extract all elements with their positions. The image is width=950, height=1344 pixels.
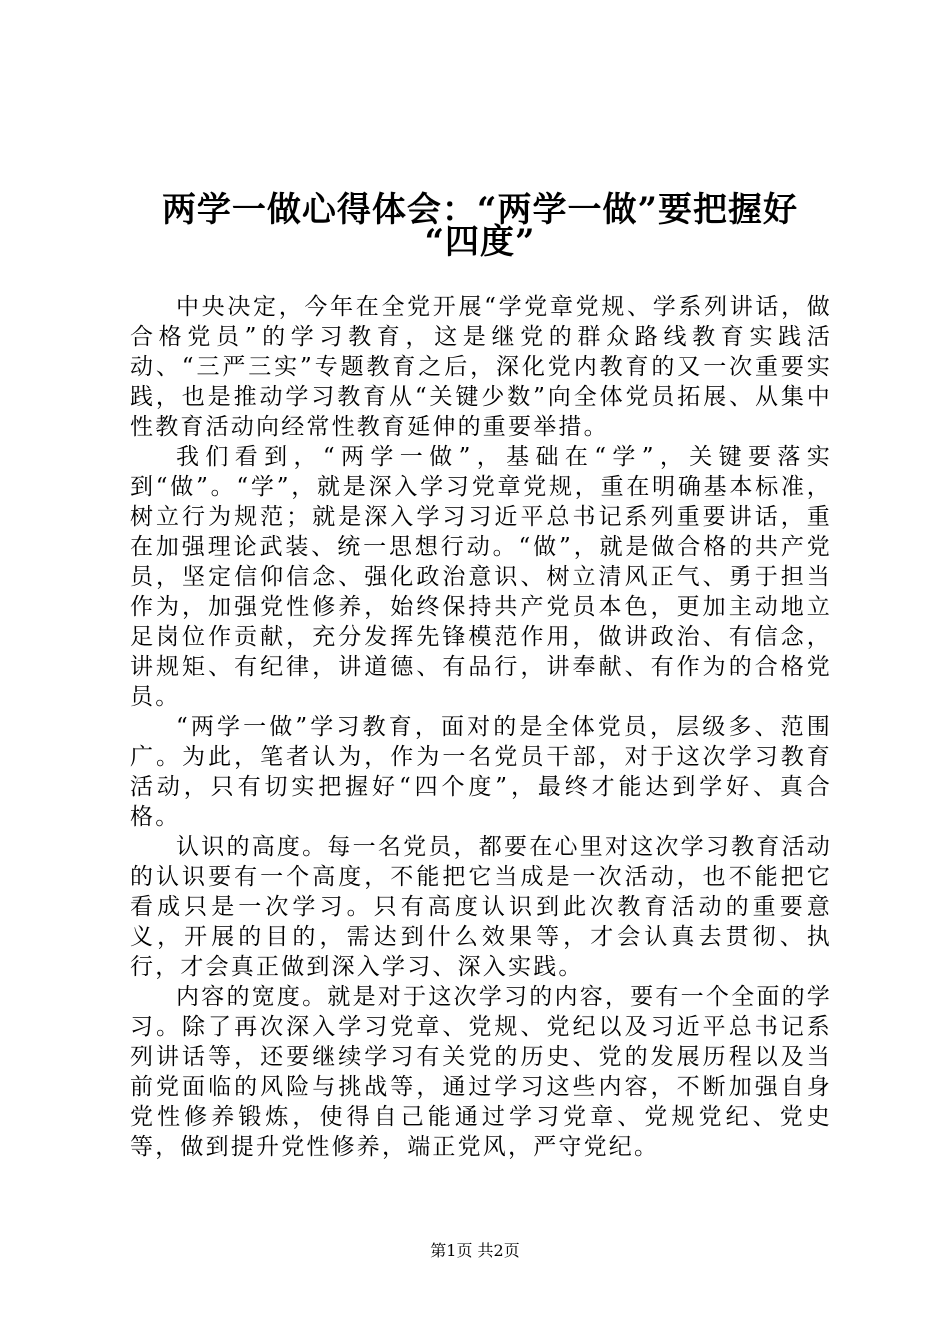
paragraph: 中央决定，今年在全党开展“学党章党规、学系列讲话，做合格党员”的学习教育，这是继党的群众路线教育实践活动、“三严三实”专题教育之后，深化党内教育的又一次重要实践，也是推动学习教育从“关键少数”向全体党员拓展、从集中性教育活动向经常性教育延伸的重要举措。 (130, 294, 832, 440)
document-body (130, 292, 832, 1162)
paragraph: 我们看到，“两学一做”，基础在“学”，关键要落实到“做”。“学”，就是深入学习党章党规，重在明确基本标准，树立行为规范；就是深入学习习近平总书记系列重要讲话，重在加强理论武装、统一思想行动。“做”，就是做合格的共产党员，坚定信仰信念、强化政治意识、树立清风正气、勇于担当作为，加强党性修养，始终保持共产党员本色，更加主动地立足岗位作贡献，充分发挥先锋模范作用，做讲政治、有信念，讲规矩、有纪律，讲道德、有品行，讲奉献、有作为的合格党员。 (130, 444, 832, 710)
document-title-line1: 两学一做心得体会：“两学一做”要把握好 (161, 190, 799, 230)
paragraph: “两学一做”学习教育，面对的是全体党员，层级多、范围广。为此，笔者认为，作为一名党员干部，对于这次学习教育活动，只有切实把握好“四个度”，最终才能达到学好、真合格。 (130, 714, 832, 830)
page-footer: 第1页 共2页 (430, 1241, 520, 1260)
paragraph: 认识的高度。每一名党员，都要在心里对这次学习教育活动的认识要有一个高度，不能把它当成是一次活动，也不能把它看成只是一次学习。只有高度认识到此次教育活动的重要意义，开展的目的，需达到什么效果等，才会认真去贯彻、执行，才会真正做到深入学习、深入实践。 (130, 834, 832, 980)
paragraph: 内容的宽度。就是对于这次学习的内容，要有一个全面的学习。除了再次深入学习党章、党规、党纪以及习近平总书记系列讲话等，还要继续学习有关党的历史、党的发展历程以及当前党面临的风险与挑战等，通过学习这些内容，不断加强自身党性修养锻炼，使得自己能通过学习党章、党规党纪、党史等，做到提升党性修养，端正党风，严守党纪。 (130, 984, 832, 1160)
document-title-line2: “四度” (424, 222, 536, 262)
